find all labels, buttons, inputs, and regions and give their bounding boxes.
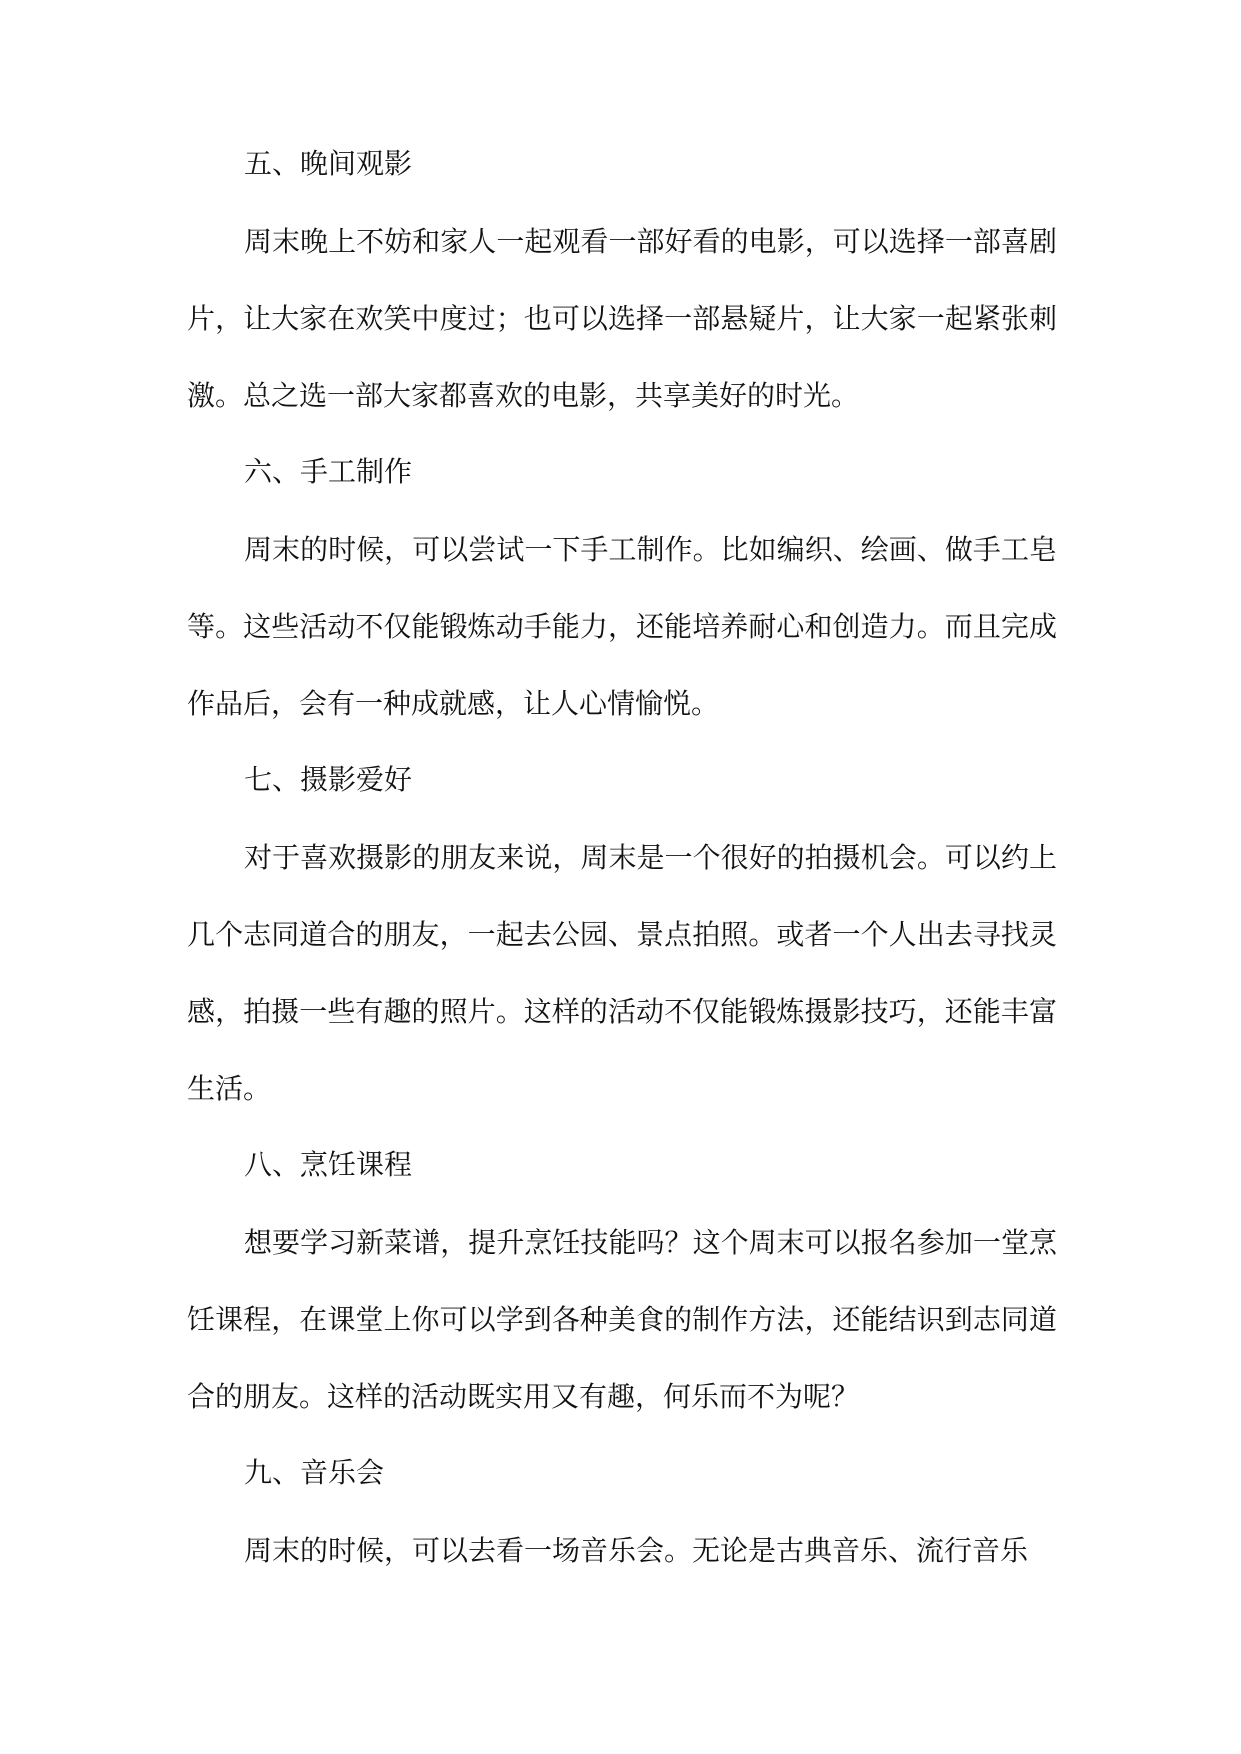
section-heading: 七、摄影爱好 bbox=[244, 763, 413, 796]
document-body bbox=[187, 145, 1057, 1608]
section-heading: 八、烹饪课程 bbox=[244, 1148, 413, 1181]
section-paragraph: 想要学习新菜谱，提升烹饪技能吗？这个周末可以报名参加一堂烹饪课程，在课堂上你可以学到各种美食的制作方法，还能结识到志同道合的朋友。这样的活动既实用又有趣，何乐而不为呢？ bbox=[187, 1226, 1057, 1413]
section-paragraph: 周末晚上不妨和家人一起观看一部好看的电影，可以选择一部喜剧片，让大家在欢笑中度过；也可以选择一部悬疑片，让大家一起紧张刺激。总之选一部大家都喜欢的电影，共享美好的时光。 bbox=[187, 225, 1057, 412]
section-heading: 五、晚间观影 bbox=[244, 147, 413, 180]
section-paragraph: 周末的时候，可以去看一场音乐会。无论是古典音乐、流行音乐 bbox=[244, 1534, 1029, 1567]
section-heading: 六、手工制作 bbox=[244, 455, 413, 488]
section-paragraph: 周末的时候，可以尝试一下手工制作。比如编织、绘画、做手工皂等。这些活动不仅能锻炼动手能力，还能培养耐心和创造力。而且完成作品后，会有一种成就感，让人心情愉悦。 bbox=[187, 533, 1057, 720]
section-heading: 九、音乐会 bbox=[244, 1456, 385, 1489]
section-paragraph: 对于喜欢摄影的朋友来说，周末是一个很好的拍摄机会。可以约上几个志同道合的朋友，一起去公园、景点拍照。或者一个人出去寻找灵感，拍摄一些有趣的照片。这样的活动不仅能锻炼摄影技巧，还能丰富生活。 bbox=[187, 841, 1057, 1105]
